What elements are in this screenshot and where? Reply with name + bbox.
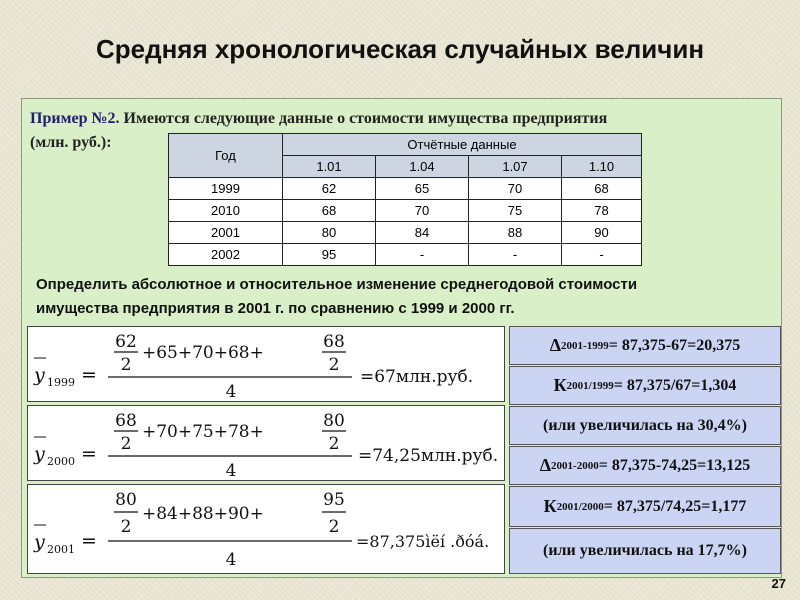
value-cell: 78 [562, 200, 642, 222]
first-term-denominator: 2 [120, 517, 132, 537]
result-subscript: 2001/1999 [566, 379, 614, 392]
mean-subscript: 2001 [47, 543, 75, 556]
result-note: (или увеличилась на 30,4%) [542, 416, 747, 434]
group-header: Отчётные данные [283, 134, 642, 156]
equals-sign: = [81, 443, 97, 465]
formula-graphic [28, 327, 506, 403]
formula-2000 [27, 405, 505, 481]
value-cell: - [469, 244, 562, 266]
task-statement [36, 273, 786, 321]
value-cell: 68 [283, 200, 376, 222]
mean-symbol: y [34, 364, 45, 386]
result-note: (или увеличилась на 17,7%) [542, 542, 747, 559]
year-header: Год [169, 134, 283, 178]
table-row [169, 178, 642, 200]
mean-subscript: 2000 [47, 455, 75, 468]
formula-1999 [27, 326, 505, 402]
task-line: Определить абсолютное и относительное изменение среднегодовой стоимости [36, 276, 638, 293]
column-header: 1.10 [562, 156, 642, 178]
mean-subscript: 1999 [47, 376, 75, 389]
units-label: (млн. руб.): [30, 134, 112, 151]
last-term-denominator: 2 [328, 517, 340, 537]
mean-symbol: y [34, 443, 45, 465]
result-subscript: 2001-1999 [561, 339, 609, 352]
task-line: имущества предприятия в 2001 г. по сравнению с 1999 и 2000 гг. [36, 300, 515, 317]
ratio-1999 [509, 366, 781, 405]
result-value: = 87,375/67=1,304 [613, 376, 737, 394]
last-term-denominator: 2 [328, 355, 340, 375]
value-cell: 75 [469, 200, 562, 222]
middle-terms: +65+70+68+ [142, 343, 264, 363]
growth-note-1999 [509, 406, 781, 445]
year-cell: 2010 [169, 200, 283, 222]
divisor: 4 [225, 550, 237, 570]
last-term-numerator: 95 [323, 490, 345, 510]
year-cell: 1999 [169, 178, 283, 200]
first-term-denominator: 2 [120, 355, 132, 375]
value-cell: - [562, 244, 642, 266]
column-header: 1.01 [283, 156, 376, 178]
formula-graphic [28, 485, 506, 575]
result: =74,25млн.руб. [358, 446, 499, 466]
ratio-2000 [509, 486, 781, 527]
divisor: 4 [225, 461, 237, 481]
result-value: = 87,375-67=20,375 [608, 336, 741, 354]
first-term-numerator: 68 [115, 411, 137, 431]
first-term-numerator: 80 [115, 490, 137, 510]
value-cell: 68 [562, 178, 642, 200]
table-row [169, 200, 642, 222]
abs-change-1999 [509, 326, 781, 365]
last-term-denominator: 2 [328, 434, 340, 454]
delta-symbol: Δ [549, 335, 562, 355]
last-term-numerator: 80 [323, 411, 345, 431]
mean-symbol: y [34, 531, 45, 553]
formula-graphic [28, 406, 506, 482]
value-cell: 62 [283, 178, 376, 200]
delta-symbol: Δ [539, 455, 552, 475]
divisor: 4 [225, 382, 237, 402]
middle-terms: +70+75+78+ [142, 422, 264, 442]
result: =87,375ìëí .ðóá. [356, 532, 490, 551]
table-row [169, 222, 642, 244]
value-cell: 70 [376, 200, 469, 222]
result: =67млн.руб. [360, 367, 474, 387]
middle-terms: +84+88+90+ [142, 504, 264, 524]
value-cell: 80 [283, 222, 376, 244]
result-subscript: 2001-2000 [551, 459, 599, 472]
k-symbol: К [543, 496, 557, 516]
value-cell: 84 [376, 222, 469, 244]
example-text: Имеются следующие данные о стоимости имущества предприятия [123, 110, 608, 127]
formula-2001 [27, 484, 505, 574]
year-cell: 2002 [169, 244, 283, 266]
property-value-table [168, 133, 642, 266]
equals-sign: = [81, 364, 97, 386]
result-value: = 87,375/74,25=1,177 [603, 497, 747, 515]
value-cell: - [376, 244, 469, 266]
column-header: 1.04 [376, 156, 469, 178]
first-term-denominator: 2 [120, 434, 132, 454]
last-term-numerator: 68 [323, 332, 345, 352]
slide-title: Средняя хронологическая случайных величин [95, 34, 705, 64]
result-subscript: 2001/2000 [556, 500, 604, 513]
first-term-numerator: 62 [115, 332, 137, 352]
equals-sign: = [81, 530, 97, 552]
value-cell: 70 [469, 178, 562, 200]
growth-note-2000 [509, 528, 781, 574]
example-label: Пример №2. [30, 110, 120, 127]
value-cell: 65 [376, 178, 469, 200]
value-cell: 88 [469, 222, 562, 244]
table-row [169, 244, 642, 266]
year-cell: 2001 [169, 222, 283, 244]
value-cell: 95 [283, 244, 376, 266]
column-header: 1.07 [469, 156, 562, 178]
abs-change-2000 [509, 446, 781, 485]
page-number: 27 [771, 576, 786, 591]
value-cell: 90 [562, 222, 642, 244]
result-value: = 87,375-74,25=13,125 [598, 456, 751, 474]
k-symbol: К [553, 375, 567, 395]
